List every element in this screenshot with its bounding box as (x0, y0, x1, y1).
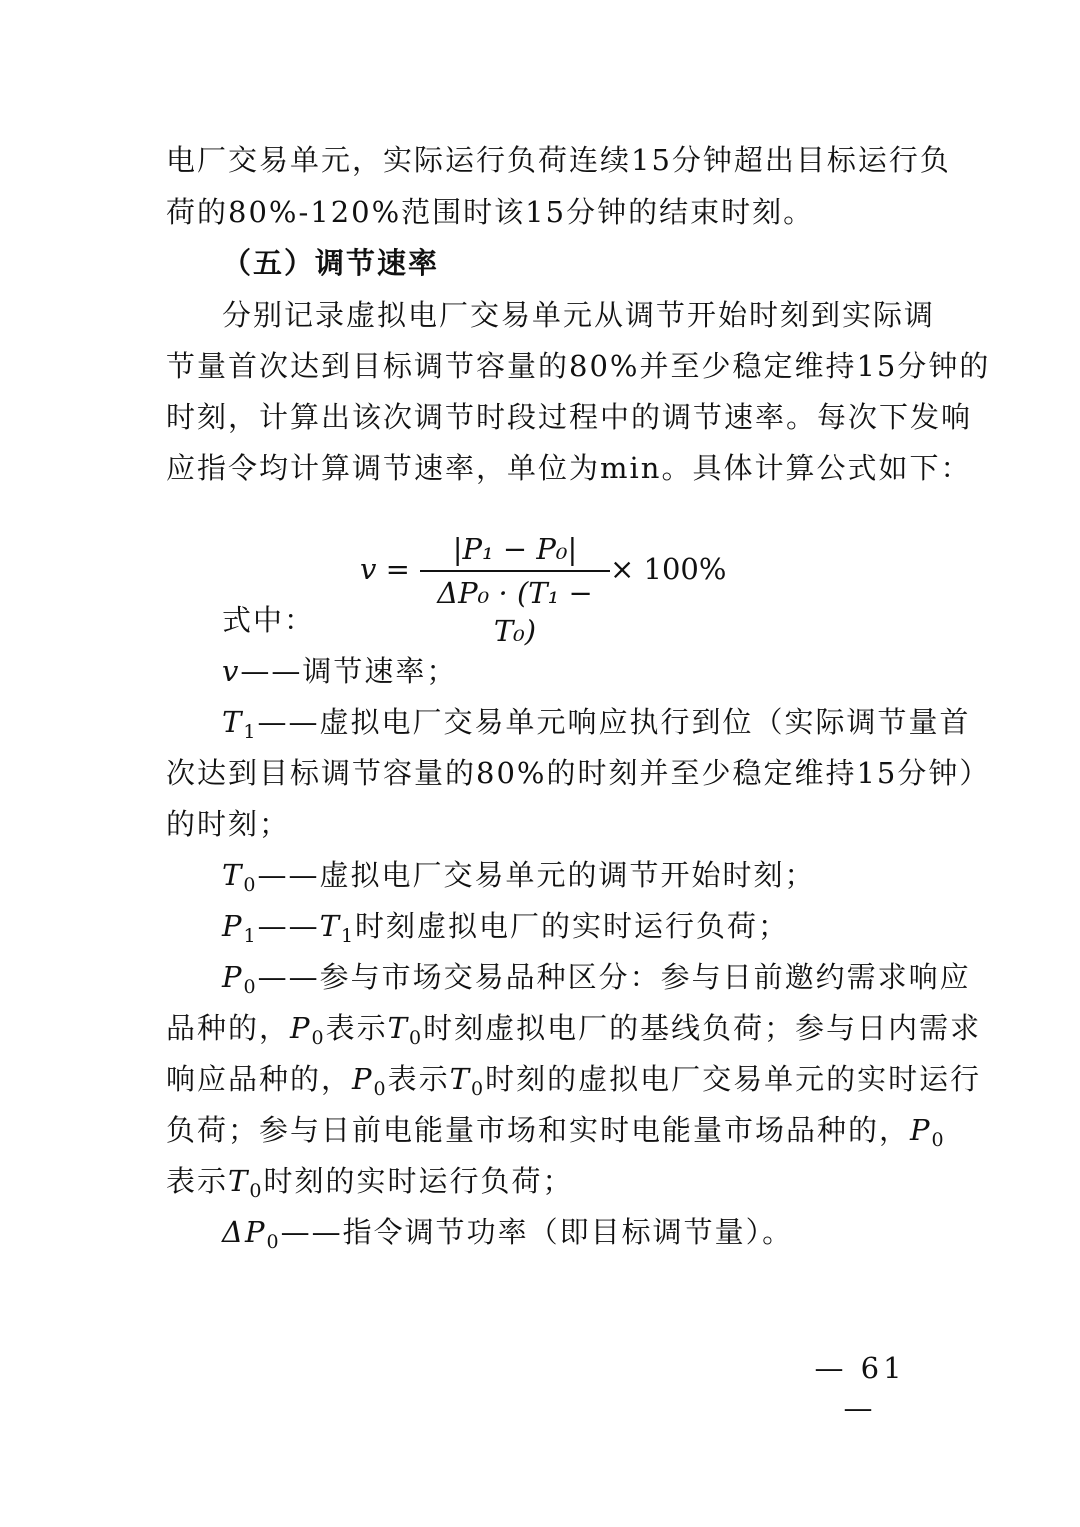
symbol-p0: P (290, 1011, 312, 1045)
symbol-t1: T (222, 705, 244, 739)
symbol-v: v (222, 654, 241, 688)
symbol-p0-sub: 0 (311, 1027, 326, 1049)
paragraph-line: 应指令均计算调节速率，单位为min。具体计算公式如下： (166, 451, 972, 485)
symbol-t0: T (387, 1011, 409, 1045)
symbol-p0: P (352, 1062, 374, 1096)
def-v-text: ——调节速率； (240, 654, 458, 688)
def-p0-cont (166, 1161, 926, 1201)
def-v (222, 651, 982, 691)
symbol-t0-sub: 0 (243, 874, 258, 896)
def-t1 (222, 702, 982, 742)
symbol-p0: P (222, 960, 244, 994)
def-p1 (222, 906, 982, 946)
text: 表示 (387, 1062, 450, 1096)
def-dp0 (222, 1212, 982, 1252)
paragraph-line: 时刻，计算出该次调节时段过程中的调节速率。每次下发响 (166, 400, 973, 434)
def-dp0-text: ——指令调节功率（即目标调节量）。 (280, 1215, 794, 1249)
symbol-t1: T (319, 909, 341, 943)
def-t0-text: ——虚拟电厂交易单元的调节开始时刻； (257, 858, 816, 892)
formula-denominator: ΔP₀ · (T₁ − T₀) (437, 576, 593, 648)
def-t1-text: ——虚拟电厂交易单元响应执行到位（实际调节量首 (257, 705, 971, 739)
text: 时刻虚拟电厂的基线负荷；参与日内需求 (423, 1011, 982, 1045)
paragraph-line: 电厂交易单元，实际运行负荷连续15分钟超出目标运行负 (166, 143, 951, 177)
text: 负荷；参与日前电能量市场和实时电能量市场品种的， (166, 1113, 911, 1147)
text: 时刻的虚拟电厂交易单元的实时运行 (485, 1062, 982, 1096)
def-p0 (222, 957, 982, 997)
symbol-t1-sub: 1 (243, 721, 258, 743)
formula-numerator: |P₁ − P₀| (452, 532, 578, 566)
text: 表示 (325, 1011, 388, 1045)
paragraph-line: 节量首次达到目标调节容量的80%并至少稳定维持15分钟的 (166, 349, 991, 383)
fraction-bar (420, 570, 610, 572)
symbol-p1-sub: 1 (243, 925, 258, 947)
symbol-dp0: ΔP (222, 1215, 267, 1249)
paragraph-line: 分别记录虚拟电厂交易单元从调节开始时刻到实际调 (222, 298, 936, 332)
symbol-p0: P (910, 1113, 932, 1147)
rate-formula (360, 530, 740, 648)
symbol-t0-sub: 0 (249, 1180, 264, 1202)
symbol-p0-sub: 0 (243, 976, 258, 998)
formula-lhs: v = (360, 552, 410, 586)
def-p0-text: ——参与市场交易品种区分：参与日前邀约需求响应 (257, 960, 971, 994)
symbol-t0: T (449, 1062, 471, 1096)
symbol-t0: T (222, 858, 244, 892)
def-p1-dash: —— (257, 909, 320, 943)
symbol-t0-sub: 0 (470, 1078, 486, 1100)
def-t0 (222, 855, 982, 895)
symbol-p0-sub: 0 (931, 1129, 946, 1151)
where-label: 式中： (222, 603, 316, 637)
def-p0-cont (166, 1110, 946, 1151)
section-heading: （五）调节速率 (222, 246, 440, 280)
text: 响应品种的， (166, 1062, 353, 1096)
symbol-p1: P (222, 909, 244, 943)
def-t1-cont: 次达到目标调节容量的80%的时刻并至少稳定维持15分钟） (166, 756, 991, 790)
text: 表示 (166, 1164, 229, 1198)
def-p0-cont (166, 1059, 982, 1100)
symbol-t0: T (228, 1164, 250, 1198)
symbol-t1-sub: 1 (340, 925, 356, 947)
symbol-t0-sub: 0 (408, 1027, 424, 1049)
def-t1-cont: 的时刻； (166, 807, 291, 841)
paragraph-line: 荷的80%-120%范围时该15分钟的结束时刻。 (166, 195, 815, 229)
symbol-p0-sub: 0 (373, 1078, 388, 1100)
page-number: — 61 — (814, 1351, 906, 1425)
def-p0-cont (166, 1008, 982, 1049)
text: 时刻的实时运行负荷； (263, 1164, 574, 1198)
text: 品种的， (166, 1011, 291, 1045)
def-p1-text: 时刻虚拟电厂的实时运行负荷； (355, 909, 790, 943)
symbol-dp0-sub: 0 (266, 1231, 281, 1253)
formula-rhs: × 100% (610, 552, 727, 586)
